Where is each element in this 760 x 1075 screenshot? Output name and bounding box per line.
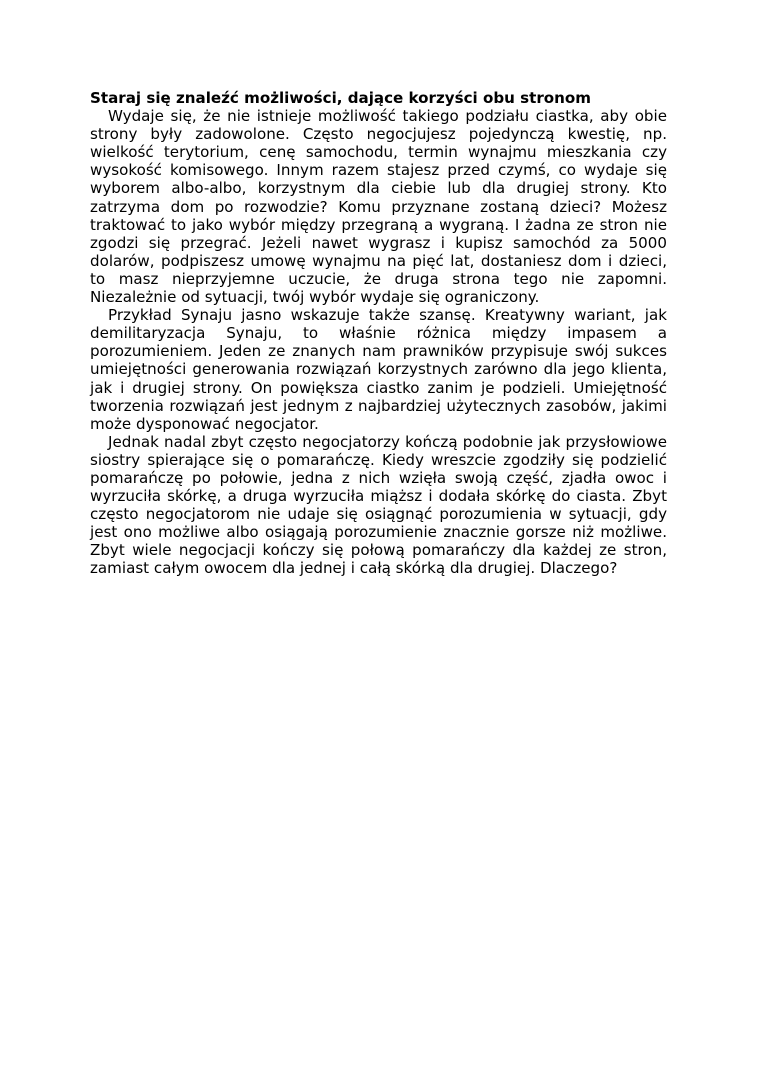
section-heading: Staraj się znaleźć możliwości, dające korzyści obu stronom <box>90 89 591 107</box>
paragraph-3: Jednak nadal zbyt często negocjatorzy kończą podobnie jak przysłowiowe siostry spierające się o pomarańczę. Kiedy wreszcie zgodziły się podzielić pomarańczę po połowie, jedna z nich wzięła swoją część, zjadła owoc i wyrzuciła skórkę, a druga wyrzuciła miąższ i dodała skórkę do ciasta. Zbyt często negocjatorom nie udaje się osiągnąć porozumienia w sytuacji, gdy jest ono możliwe albo osiągają porozumienie znacznie gorsze niż możliwe. Zbyt wiele negocjacji kończy się połową pomarańczy dla każdej ze stron, zamiast całym owocem dla jednej i całą skórką dla drugiej. Dlaczego? <box>90 432 667 578</box>
document-page <box>90 89 667 578</box>
paragraph-1: Wydaje się, że nie istnieje możliwość takiego podziału ciastka, aby obie strony były zadowolone. Często negocjujesz pojedynczą kwestię, np. wielkość terytorium, cenę samochodu, termin wynajmu mieszkania czy wysokość komisowego. Innym razem stajesz przed czymś, co wydaje się wyborem albo-albo, korzystnym dla ciebie lub dla drugiej strony. Kto zatrzyma dom po rozwodzie? Komu przyznane zostaną dzieci? Możesz traktować to jako wybór między przegraną a wygraną. I żadna ze stron nie zgodzi się przegrać. Jeżeli nawet wygrasz i kupisz samochód za 5000 dolarów, podpiszesz umowę wynajmu na pięć lat, dostaniesz dom i dzieci, to masz nieprzyjemne uczucie, że druga strona tego nie zapomni. Niezależnie od sytuacji, twój wybór wydaje się ograniczony. <box>90 107 667 307</box>
paragraph-2: Przykład Synaju jasno wskazuje także szansę. Kreatywny wariant, jak demilitaryzacja Synaju, to właśnie różnica między impasem a porozumieniem. Jeden ze znanych nam prawników przypisuje swój sukces umiejętności generowania rozwiązań korzystnych zarówno dla jego klienta, jak i drugiej strony. On powiększa ciastko zanim je podzieli. Umiejętność tworzenia rozwiązań jest jednym z najbardziej użytecznych zasobów, jakimi może dysponować negocjator. <box>90 306 667 433</box>
